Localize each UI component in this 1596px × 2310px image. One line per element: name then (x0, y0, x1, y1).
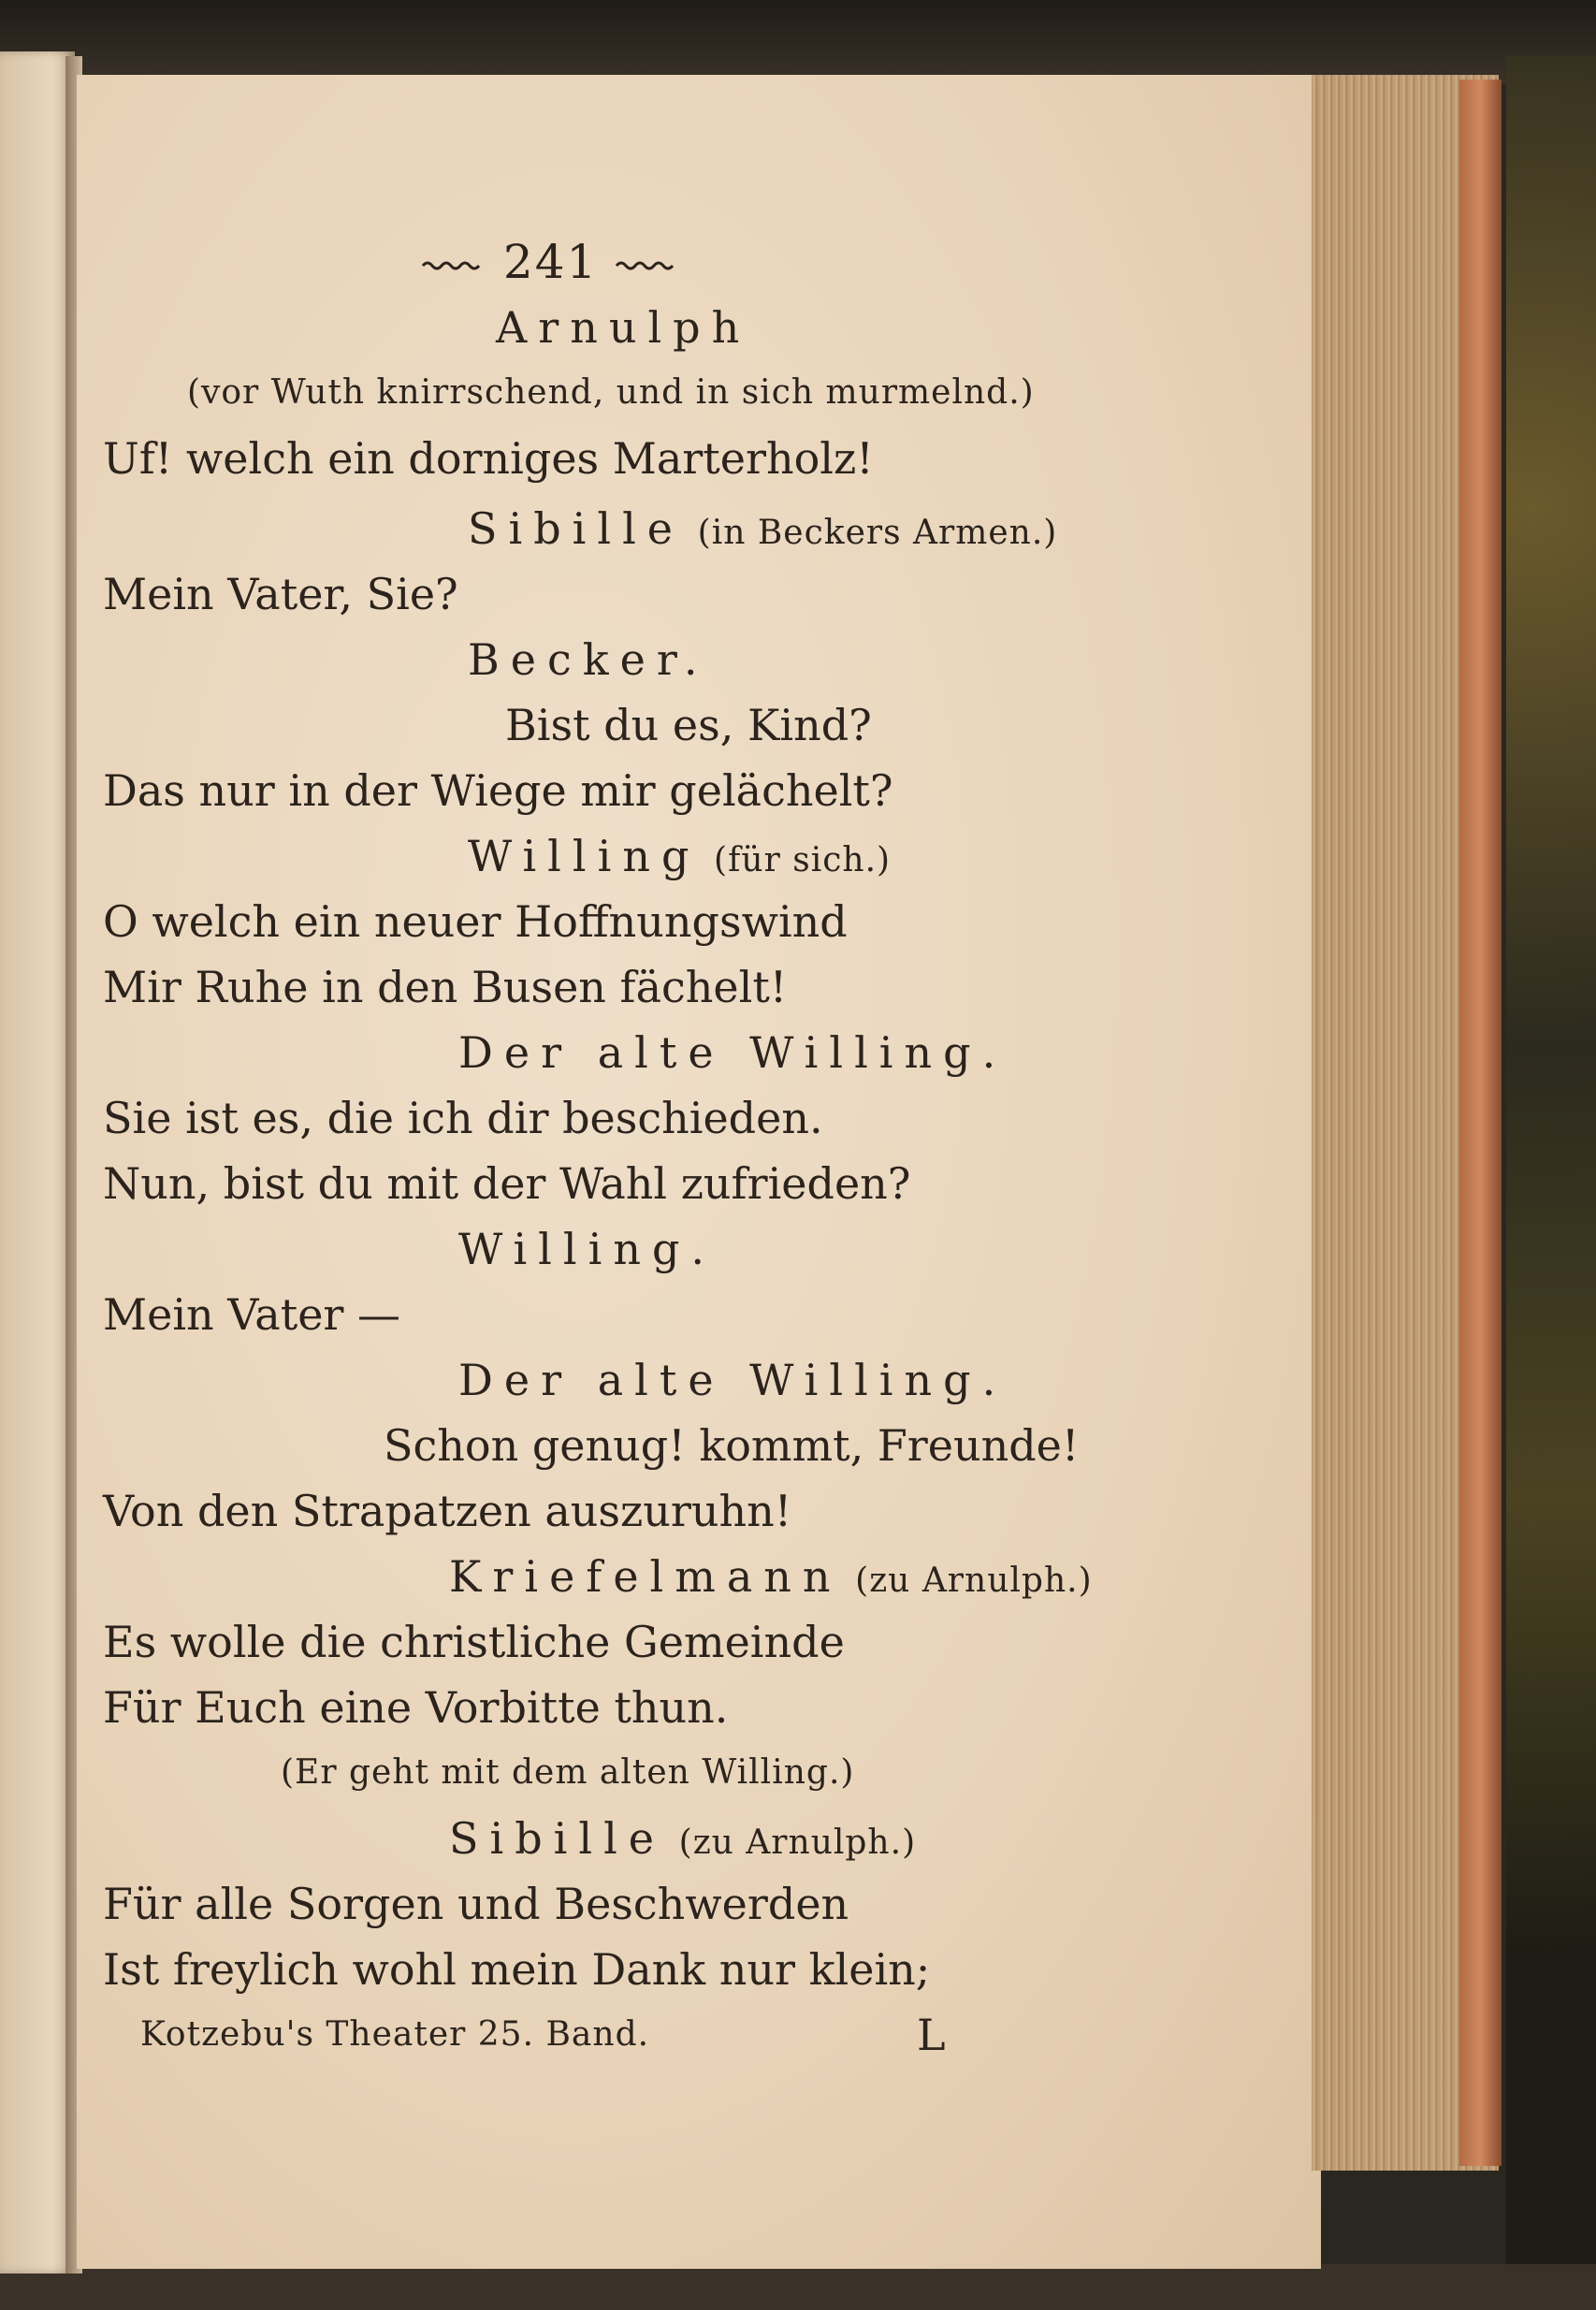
verse-line: Nun, bist du mit der Wahl zufrieden? (103, 1158, 911, 1209)
verse-line: Mein Vater, Sie? (103, 569, 458, 619)
book-cover-marbled (1506, 56, 1596, 2310)
speaker-name: Kriefelmann (449, 1551, 842, 1602)
speaker-line (449, 1548, 1093, 1605)
stage-direction: (zu Arnulph.) (678, 1823, 917, 1862)
speaker-name: Sibille (468, 503, 685, 554)
stage-direction: (in Beckers Armen.) (697, 514, 1058, 552)
previous-page-edge (0, 51, 75, 2274)
stage-direction: (für sich.) (714, 841, 892, 879)
verse-line: Es wolle die christliche Gemeinde (103, 1617, 845, 1667)
red-page-edge (1459, 80, 1502, 2166)
verse-line: Das nur in der Wiege mir gelächelt? (103, 765, 893, 816)
verse-line: Mein Vater — (103, 1289, 401, 1340)
verse-line: Sie ist es, die ich dir beschieden. (103, 1093, 823, 1143)
speaker-line (449, 1810, 916, 1867)
speaker-line: Willing. (458, 1224, 717, 1274)
verse-line: Schon genug! kommt, Freunde! (384, 1420, 1080, 1471)
speaker-line: Der alte Willing. (458, 1027, 1008, 1078)
speaker-line (468, 501, 1057, 557)
book-cover-top (0, 0, 1596, 84)
speaker-line: Becker. (468, 634, 709, 685)
verse-line: Bist du es, Kind? (505, 700, 872, 750)
verse-line: Von den Strapatzen auszuruhn! (103, 1486, 792, 1536)
stage-direction: (zu Arnulph.) (855, 1562, 1093, 1600)
book-cover-bottom (0, 2264, 1596, 2310)
ornament-right-icon (615, 259, 680, 272)
speaker-name: Sibille (449, 1813, 666, 1864)
verse-line: Ist freylich wohl mein Dank nur klein; (103, 1944, 931, 1995)
speaker-line: Arnulph (496, 302, 751, 353)
verse-line: Mir Ruhe in den Busen fächelt! (103, 962, 788, 1012)
page-header (421, 234, 680, 290)
page-number: 241 (502, 235, 599, 289)
verse-line: O welch ein neuer Hoffnungswind (103, 896, 848, 947)
stage-direction: (Er geht mit dem alten Willing.) (281, 1753, 855, 1792)
speaker-line: Der alte Willing. (458, 1355, 1008, 1405)
verse-line: Für alle Sorgen und Beschwerden (103, 1879, 849, 1929)
verse-line: Für Euch eine Vorbitte thun. (103, 1682, 729, 1733)
ornament-left-icon (421, 259, 486, 272)
speaker-name: Willing (468, 831, 701, 881)
signature-mark: L (917, 2010, 946, 2060)
stage-direction: (vor Wuth knirrschend, und in sich murmelnd.) (187, 373, 1035, 412)
verse-line: Uf! welch ein dorniges Marterholz! (103, 433, 874, 484)
footer-imprint: Kotzebu's Theater 25. Band. (140, 2015, 650, 2054)
speaker-line (468, 828, 891, 884)
